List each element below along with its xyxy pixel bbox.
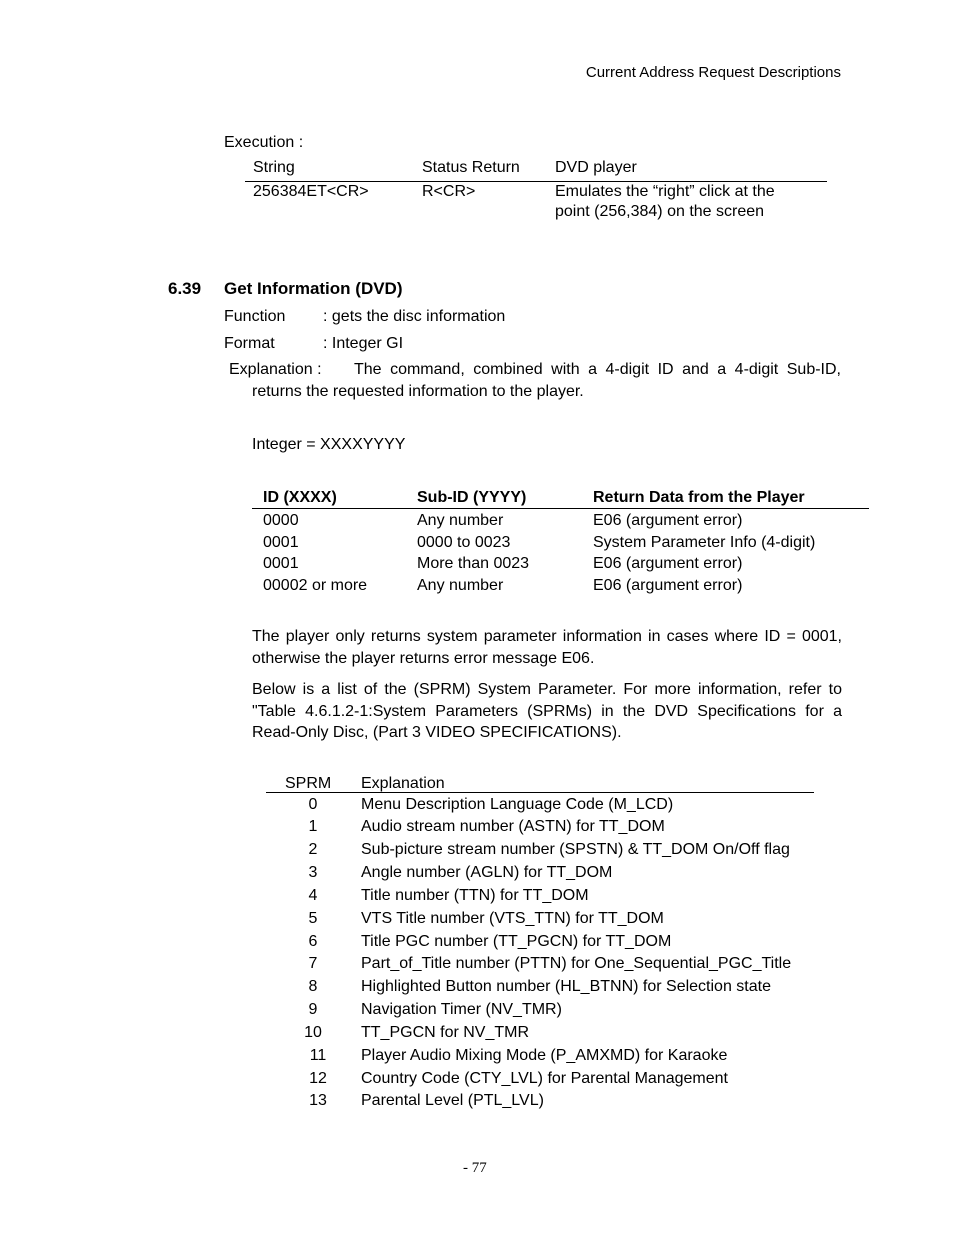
integer-formula: Integer = XXXXYYYY (252, 436, 406, 453)
id-table-header-return: Return Data from the Player (593, 489, 805, 506)
sprm-table-header-rule (266, 792, 814, 793)
sprm-explanation: Title number (TTN) for TT_DOM (361, 887, 589, 904)
id-table-cell: System Parameter Info (4-digit) (593, 534, 816, 551)
sprm-number: 7 (308, 955, 318, 972)
running-header: Current Address Request Descriptions (585, 64, 841, 81)
sprm-number: 1 (308, 818, 318, 835)
sprm-number: 11 (309, 1047, 327, 1064)
execution-string: 256384ET<CR> (253, 183, 369, 200)
execution-desc-line2: point (256,384) on the screen (555, 203, 765, 220)
sprm-explanation: Parental Level (PTL_LVL) (361, 1092, 544, 1109)
function-label: Function (224, 308, 286, 325)
sprm-number: 12 (309, 1070, 327, 1087)
sprm-explanation: Angle number (AGLN) for TT_DOM (361, 864, 613, 881)
sprm-explanation: Sub-picture stream number (SPSTN) & TT_DOM On/Off flag (361, 841, 790, 858)
execution-label: Execution : (224, 134, 304, 151)
page-number: - 77 (463, 1160, 487, 1176)
sprm-number: 6 (308, 933, 318, 950)
sprm-explanation: Menu Description Language Code (M_LCD) (361, 796, 674, 813)
execution-col-dvd: DVD player (555, 159, 637, 176)
paragraph-sprm-intro: Below is a list of the (SPRM) System Parameter. For more information, refer to "Table 4.6.1.2-1:System Parameters (SPRMs) in the DVD Specifications for a Read-Only Disc, (Part 3 VIDEO SPECIFICATIONS). (252, 681, 842, 741)
execution-header-rule (245, 181, 827, 182)
sprm-number: 13 (309, 1092, 327, 1109)
sprm-number: 9 (308, 1001, 318, 1018)
id-table-header-rule (252, 508, 869, 509)
id-table-cell: 0001 (263, 555, 299, 572)
execution-col-string: String (253, 159, 295, 176)
sprm-table-header-explanation: Explanation (361, 775, 445, 792)
format-label: Format (224, 335, 275, 352)
sprm-explanation: Player Audio Mixing Mode (P_AMXMD) for Karaoke (361, 1047, 728, 1064)
explanation-line1: The command, combined with a 4-digit ID and a 4-digit Sub-ID, (354, 361, 841, 378)
sprm-number: 2 (308, 841, 318, 858)
sprm-number: 3 (308, 864, 318, 881)
id-table-header-subid: Sub-ID (YYYY) (417, 489, 527, 506)
section-number: 6.39 (168, 279, 202, 298)
id-table-cell: E06 (argument error) (593, 512, 743, 529)
sprm-table-header-sprm: SPRM (285, 775, 332, 792)
sprm-explanation: Navigation Timer (NV_TMR) (361, 1001, 562, 1018)
id-table-cell: Any number (417, 577, 504, 594)
sprm-explanation: TT_PGCN for NV_TMR (361, 1024, 530, 1041)
id-table-cell: 0000 (263, 512, 299, 529)
sprm-explanation: VTS Title number (VTS_TTN) for TT_DOM (361, 910, 664, 927)
sprm-number: 4 (308, 887, 318, 904)
section-title: Get Information (DVD) (224, 279, 403, 298)
id-table-cell: Any number (417, 512, 504, 529)
sprm-explanation: Highlighted Button number (HL_BTNN) for Selection state (361, 978, 771, 995)
sprm-number: 8 (308, 978, 318, 995)
id-table-cell: 0000 to 0023 (417, 534, 511, 551)
format-value: : Integer GI (323, 335, 404, 352)
explanation-label: Explanation : (229, 361, 322, 378)
sprm-explanation: Part_of_Title number (PTTN) for One_Sequential_PGC_Title (361, 955, 792, 972)
id-table-header-id: ID (XXXX) (263, 489, 337, 506)
execution-status: R<CR> (422, 183, 476, 200)
sprm-explanation: Audio stream number (ASTN) for TT_DOM (361, 818, 665, 835)
paragraph-id-note: The player only returns system parameter information in cases where ID = 0001, otherwise the player returns error message E06. (252, 628, 842, 667)
id-table-cell: More than 0023 (417, 555, 530, 572)
execution-col-status: Status Return (422, 159, 520, 176)
function-value: : gets the disc information (323, 308, 506, 325)
sprm-number: 0 (308, 796, 318, 813)
sprm-explanation: Title PGC number (TT_PGCN) for TT_DOM (361, 933, 672, 950)
id-table-cell: E06 (argument error) (593, 555, 743, 572)
id-table-cell: 0001 (263, 534, 299, 551)
sprm-number: 10 (304, 1024, 322, 1041)
sprm-explanation: Country Code (CTY_LVL) for Parental Management (361, 1070, 728, 1087)
id-table-cell: E06 (argument error) (593, 577, 743, 594)
execution-desc-line1: Emulates the “right” click at the (555, 183, 775, 200)
explanation-line2: returns the requested information to the player. (252, 383, 584, 400)
sprm-number: 5 (308, 910, 318, 927)
id-table-cell: 00002 or more (263, 577, 368, 594)
